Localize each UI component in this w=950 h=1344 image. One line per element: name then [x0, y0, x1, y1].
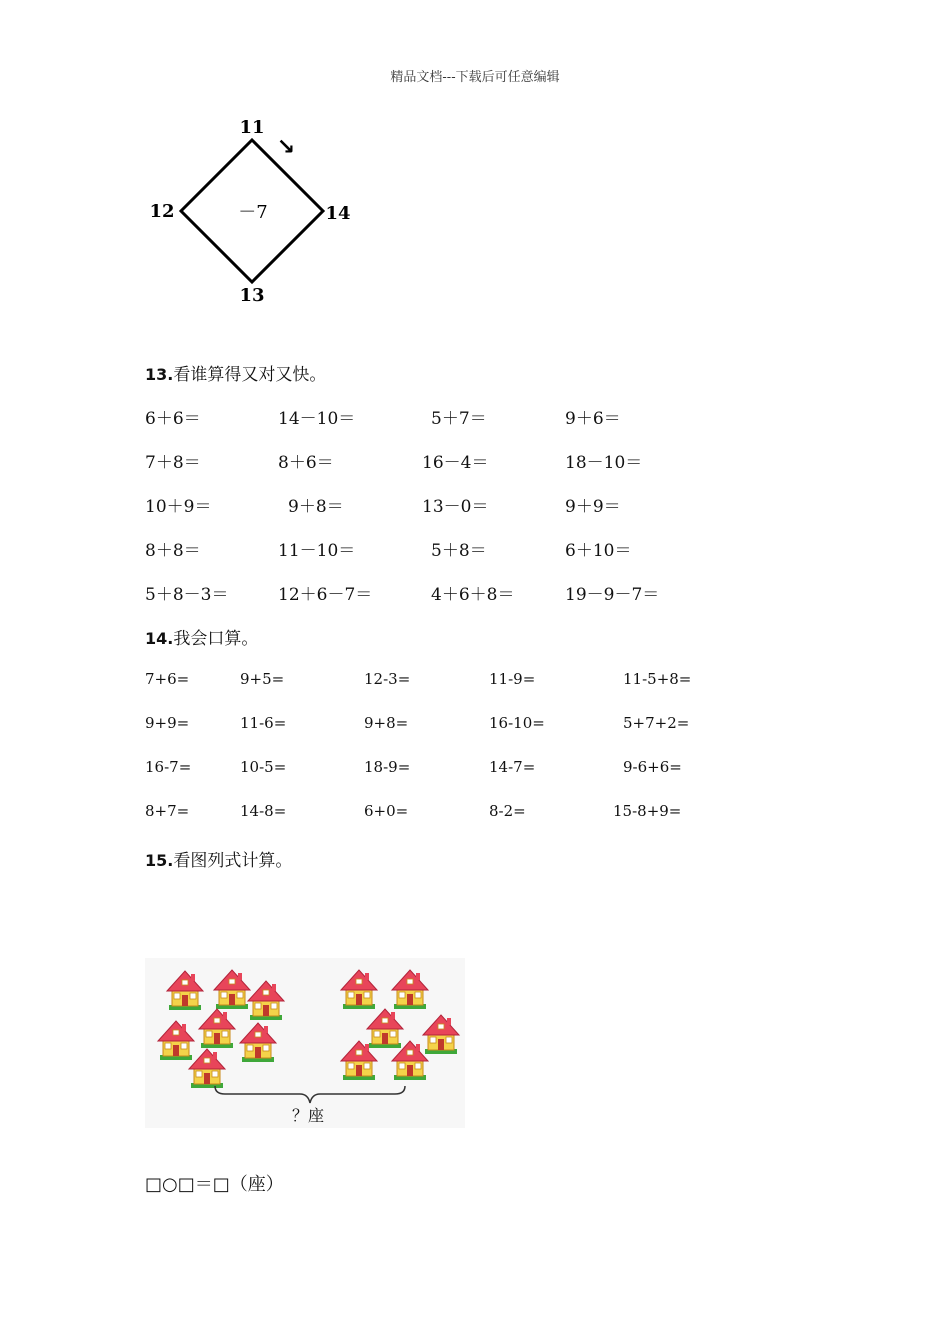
q14-title: 我会口算。 [173, 629, 259, 649]
q14-r4-c5: 15-8+9= [613, 802, 682, 820]
brace-label: ？座 [291, 1106, 325, 1125]
q14-r4-c1: 8+7= [145, 802, 190, 820]
q13-r5-c2: 12＋6－7＝ [278, 585, 373, 605]
q13-r2-c2: 8＋6＝ [278, 453, 334, 473]
diamond-top-number: 11 [239, 117, 265, 138]
q13-r1-c3: 5＋7＝ [431, 409, 487, 429]
q14-r1-c5: 11-5+8= [623, 670, 692, 688]
q13-r1-c2: 14－10＝ [278, 409, 356, 429]
q14-r3-c3: 18-9= [364, 758, 411, 776]
curly-brace [215, 1086, 405, 1103]
q15-number: 15. [145, 851, 174, 870]
q14-r4-c3: 6+0= [364, 802, 409, 820]
q13-r1-c4: 9＋6＝ [565, 409, 621, 429]
diamond-left-number: 12 [149, 201, 175, 222]
q14-r1-c4: 11-9= [489, 670, 536, 688]
house-left-6 [240, 1023, 276, 1062]
house-right-3 [367, 1009, 403, 1048]
q13-number: 13. [145, 365, 174, 384]
q14-r2-c2: 11-6= [240, 714, 287, 732]
q14-r2-c4: 16-10= [489, 714, 545, 732]
q14-r2-c3: 9+8= [364, 714, 409, 732]
q14-r3-c4: 14-7= [489, 758, 536, 776]
q14-r3-c1: 16-7= [145, 758, 192, 776]
q13-title: 看谁算得又对又快。 [173, 365, 327, 385]
q13-r3-c1: 10＋9＝ [145, 497, 212, 517]
house-right-4 [423, 1015, 459, 1054]
q13-r5-c4: 19－9－7＝ [565, 585, 660, 605]
house-left-7 [189, 1049, 225, 1088]
house-left-1 [167, 971, 203, 1010]
q13-r5-c3: 4＋6＋8＝ [431, 585, 515, 605]
diamond-center-operation: －7 [238, 202, 268, 223]
q13-r5-c1: 5＋8－3＝ [145, 585, 229, 605]
diamond-diagram [140, 110, 370, 310]
q14-r1-c2: 9+5= [240, 670, 285, 688]
house-right-2 [392, 970, 428, 1009]
q15-title: 看图列式计算。 [173, 851, 293, 871]
q13-r4-c1: 8＋8＝ [145, 541, 201, 561]
houses-picture [145, 958, 465, 1128]
q13-heading [145, 360, 326, 385]
q14-number: 14. [145, 629, 174, 648]
q15-heading [145, 846, 292, 871]
q13-r4-c4: 6＋10＝ [565, 541, 632, 561]
q14-r1-c1: 7+6= [145, 670, 190, 688]
q14-heading [145, 624, 258, 649]
q14-r4-c2: 14-8= [240, 802, 287, 820]
diamond-arrow: ↘ [276, 135, 296, 160]
house-left-3 [248, 981, 284, 1020]
q13-r3-c3: 13－0＝ [422, 497, 489, 517]
house-right-1 [341, 970, 377, 1009]
q13-r3-c4: 9＋9＝ [565, 497, 621, 517]
q13-r2-c1: 7＋8＝ [145, 453, 201, 473]
answer-line: □○□＝□（座） [145, 1174, 284, 1195]
q14-r3-c5: 9-6+6= [623, 758, 682, 776]
q13-r4-c2: 11－10＝ [278, 541, 356, 561]
house-left-4 [158, 1021, 194, 1060]
q13-r2-c3: 16－4＝ [422, 453, 489, 473]
house-left-5 [199, 1009, 235, 1048]
house-left-2 [214, 970, 250, 1009]
diamond-right-number: 14 [325, 203, 351, 224]
q13-r4-c3: 5＋8＝ [431, 541, 487, 561]
q14-r2-c5: 5+7+2= [623, 714, 690, 732]
q14-r1-c3: 12-3= [364, 670, 411, 688]
q14-r2-c1: 9+9= [145, 714, 190, 732]
page-header: 精品文档---下载后可任意编辑 [390, 70, 560, 85]
diamond-bottom-number: 13 [239, 285, 265, 306]
q14-r4-c4: 8-2= [489, 802, 526, 820]
q14-r3-c2: 10-5= [240, 758, 287, 776]
q13-r2-c4: 18－10＝ [565, 453, 643, 473]
q13-r3-c2: 9＋8＝ [288, 497, 344, 517]
q13-r1-c1: 6＋6＝ [145, 409, 201, 429]
